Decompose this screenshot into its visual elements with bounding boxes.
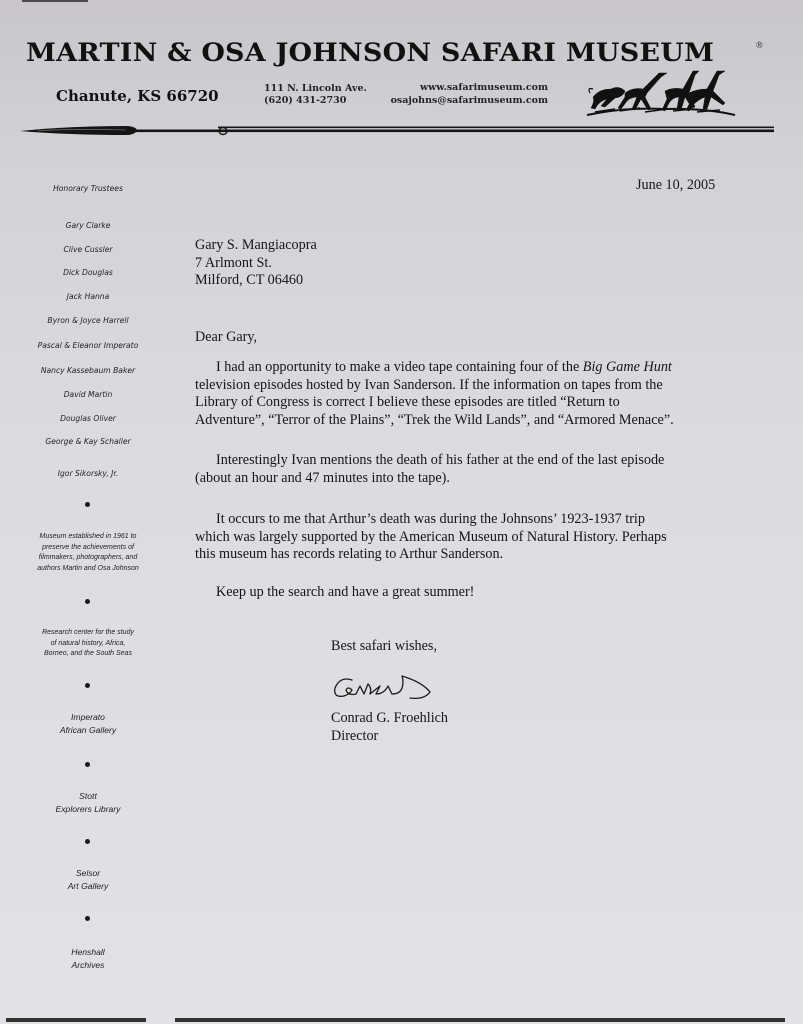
- recipient-city: Milford, CT 06460: [195, 272, 304, 289]
- web-contact: [386, 81, 548, 107]
- facility-name: Imperato: [71, 712, 105, 722]
- running-animals-logo-icon: [585, 65, 745, 120]
- paragraph-line: Interestingly Ivan mentions the death of his father at the end of the last episode: [216, 452, 665, 468]
- mission-line: filmmakers, photographers, and: [38, 554, 138, 561]
- paragraph-line: this museum has records relating to Arthur Sanderson.: [195, 546, 504, 563]
- recipient-address: [195, 237, 317, 290]
- greeting: Dear Gary,: [195, 329, 258, 345]
- signer-name: Conrad G. Froehlich: [331, 710, 449, 726]
- show-title: Big Game Hunt: [582, 359, 672, 375]
- street-address: [264, 83, 367, 107]
- paragraph-4: [195, 584, 474, 602]
- paragraph-3: [195, 511, 667, 564]
- facility-name: Explorers Library: [55, 803, 121, 814]
- bullet-dot: [85, 683, 90, 688]
- bullet-dot: [85, 762, 90, 767]
- recipient-name: Gary S. Mangiacopra: [195, 237, 317, 253]
- trustee-name: Pascal & Eleanor Imperato: [37, 341, 139, 350]
- paragraph-line: Adventure”, “Terror of the Plains”, “Trek the Wild Lands”, and “Armored Menace”.: [195, 411, 674, 428]
- paragraph-line: television episodes hosted by Ivan Sanderson. If the information on tapes from the: [195, 376, 663, 393]
- letter-date: June 10, 2005: [636, 177, 716, 193]
- scan-edge-line: [175, 1018, 785, 1022]
- trustee-name: Douglas Oliver: [60, 414, 116, 423]
- paragraph-1: [195, 359, 674, 429]
- trustee-name: Dick Douglas: [63, 268, 113, 277]
- website-link[interactable]: www.safarimuseum.com: [419, 82, 548, 93]
- trustee-name: Byron & Joyce Harrell: [47, 316, 129, 325]
- bullet-dot: [85, 502, 90, 507]
- research-line: Research center for the study: [42, 629, 134, 636]
- closing: Best safari wishes,: [331, 638, 437, 654]
- city-line: Chanute, KS 66720: [56, 87, 219, 105]
- signer-block: [331, 710, 448, 745]
- mission-line: preserve the achievements of: [42, 543, 134, 551]
- trustee-name: George & Kay Schaller: [45, 437, 131, 446]
- paragraph-line: [195, 359, 674, 377]
- paragraph-line: Keep up the search and have a great summer!: [216, 584, 475, 600]
- text: I had an opportunity to make a video tape containing four of the: [216, 359, 583, 375]
- paragraph-2: [195, 452, 664, 487]
- trustee-name: Nancy Kassebaum Baker: [40, 366, 136, 375]
- facility-stott: [18, 790, 158, 815]
- street: 111 N. Lincoln Ave.: [264, 83, 367, 94]
- bullet-dot: [85, 599, 90, 604]
- trustee-name: Jack Hanna: [66, 292, 110, 301]
- mission-line: Museum established in 1961 to: [39, 533, 137, 540]
- facility-selsor: [18, 867, 158, 892]
- scan-edge-line: [6, 1018, 146, 1022]
- paragraph-line: Library of Congress is correct I believe these episodes are titled “Return to: [195, 394, 620, 411]
- trustee-name: Gary Clarke: [65, 221, 111, 230]
- facility-name: Art Gallery: [67, 880, 109, 891]
- research-line: of natural history, Africa,: [50, 639, 126, 647]
- bullet-dot: [85, 839, 90, 844]
- phone: (620) 431-2730: [264, 95, 347, 106]
- bullet-dot: [85, 916, 90, 921]
- paragraph-line: It occurs to me that Arthur’s death was during the Johnsons’ 1923-1937 trip: [216, 511, 645, 527]
- facility-name: African Gallery: [59, 724, 117, 735]
- facility-name: Selsor: [75, 868, 101, 878]
- mission-statement: [18, 532, 158, 574]
- facility-name: Stott: [79, 791, 97, 801]
- facility-imperato: [18, 711, 158, 736]
- facility-henshall: [18, 946, 158, 971]
- research-statement: [18, 628, 158, 660]
- museum-title: MARTIN & OSA JOHNSON SAFARI MUSEUM: [26, 38, 715, 67]
- recipient-street: 7 Arlmont St.: [195, 254, 272, 271]
- facility-name: Archives: [71, 959, 105, 970]
- facility-name: Henshall: [71, 947, 105, 957]
- trustee-name: Igor Sikorsky, Jr.: [57, 469, 119, 478]
- mission-line: authors Martin and Osa Johnson: [37, 564, 139, 572]
- signature-icon: [330, 668, 440, 704]
- trustee-name: David Martin: [63, 390, 113, 399]
- paragraph-line: (about an hour and 47 minutes into the tape).: [195, 469, 450, 486]
- email-link[interactable]: osajohns@safarimuseum.com: [390, 95, 548, 106]
- paragraph-line: which was largely supported by the American Museum of Natural History. Perhaps: [195, 528, 667, 545]
- honorary-trustees-heading: Honorary Trustees: [53, 184, 123, 193]
- research-line: Borneo, and the South Seas: [44, 650, 132, 657]
- signer-title: Director: [331, 727, 379, 744]
- sidebar: [18, 0, 158, 1024]
- trustee-name: Clive Cussler: [63, 245, 113, 254]
- registered-mark: ®: [756, 40, 763, 50]
